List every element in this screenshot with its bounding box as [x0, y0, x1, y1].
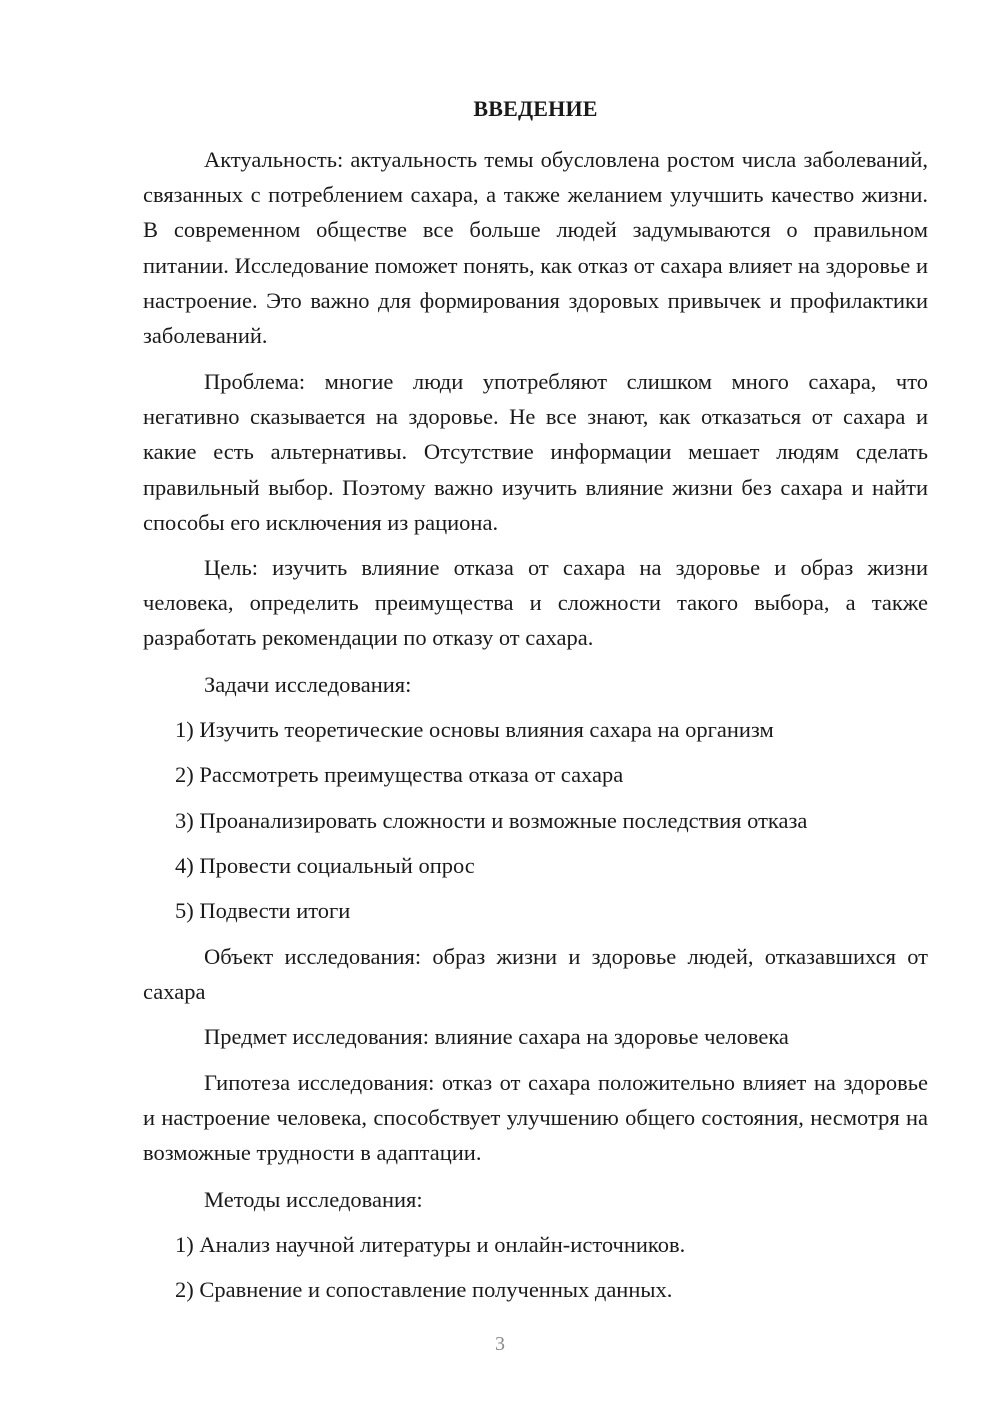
hypothesis-paragraph: Гипотеза исследования: отказ от сахара положительно влияет на здоровье и настроение человека, способствует улучшению общего состояния, несмотря на возможные трудности в адаптации.	[143, 1070, 928, 1166]
methods-heading: Методы исследования:	[204, 1187, 423, 1212]
task-item-4: 4) Провести социальный опрос	[175, 853, 475, 878]
goal-paragraph: Цель: изучить влияние отказа от сахара на здоровье и образ жизни человека, определить преимущества и сложности такого выбора, а также разработать рекомендации по отказу от сахара.	[143, 555, 928, 651]
tasks-heading: Задачи исследования:	[204, 672, 412, 697]
method-item-1: 1) Анализ научной литературы и онлайн-источников.	[175, 1232, 686, 1257]
relevance-paragraph: Актуальность: актуальность темы обусловлена ростом числа заболеваний, связанных с потреблением сахара, а также желанием улучшить качество жизни. В современном обществе все больше людей задумываются о правильном питании. Исследование поможет понять, как отказ от сахара влияет на здоровье и настроение. Это важно для формирования здоровых привычек и профилактики заболеваний.	[143, 147, 928, 349]
task-item-1: 1) Изучить теоретические основы влияния сахара на организм	[175, 717, 774, 742]
section-title: ВВЕДЕНИЕ	[473, 96, 598, 121]
task-item-5: 5) Подвести итоги	[175, 898, 351, 923]
object-paragraph: Объект исследования: образ жизни и здоровье людей, отказавшихся от сахара	[143, 944, 928, 1005]
subject-paragraph: Предмет исследования: влияние сахара на здоровье человека	[204, 1024, 789, 1049]
task-item-3: 3) Проанализировать сложности и возможные последствия отказа	[175, 808, 808, 833]
task-item-2: 2) Рассмотреть преимущества отказа от сахара	[175, 762, 624, 787]
method-item-2: 2) Сравнение и сопоставление полученных данных.	[175, 1277, 673, 1302]
problem-paragraph: Проблема: многие люди употребляют слишком много сахара, что негативно сказывается на здоровье. Не все знают, как отказаться от сахара и какие есть альтернативы. Отсутствие информации мешает людям сделать правильный выбор. Поэтому важно изучить влияние жизни без сахара и найти способы его исключения из рациона.	[143, 369, 928, 535]
page-number: 3	[495, 1333, 505, 1355]
